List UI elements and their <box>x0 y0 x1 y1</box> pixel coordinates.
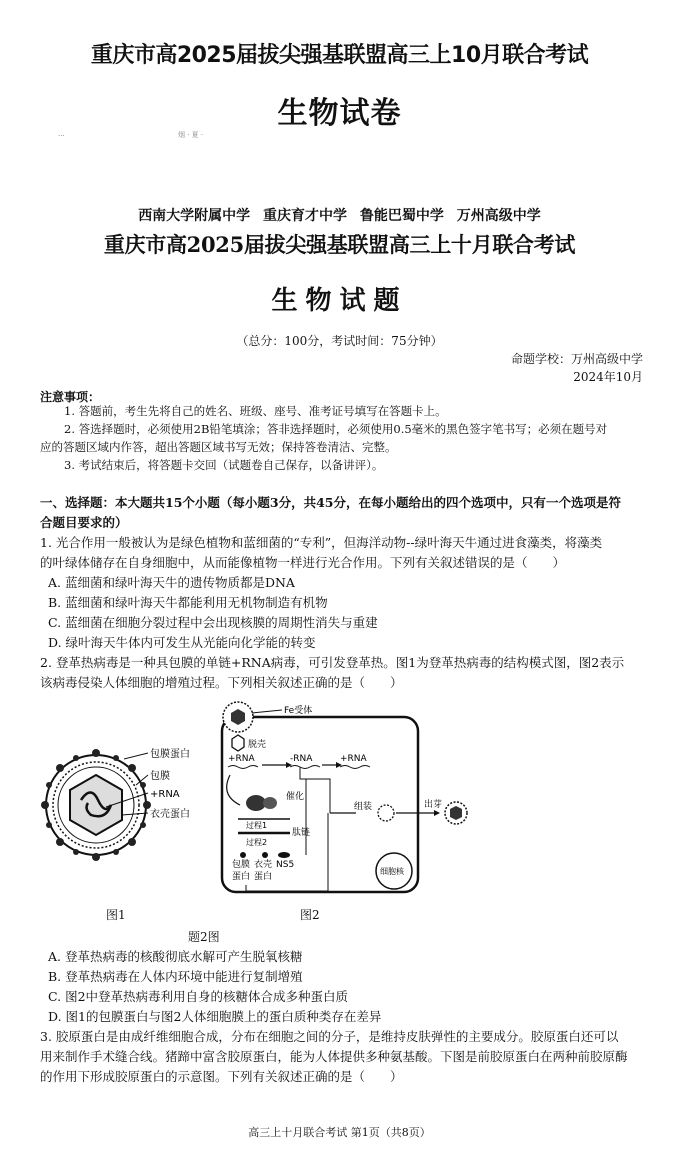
header-subtitle: 生物试卷 <box>277 96 402 131</box>
exam-date: 2024年10月 <box>573 370 643 384</box>
fig1-label-envelope: 包膜 <box>150 771 170 782</box>
notes-heading: 注意事项： <box>40 390 101 404</box>
fig1-label-rna: +RNA <box>150 789 180 800</box>
q1-stem: 1. 光合作用一般被认为是绿色植物和蓝细菌的“专利”，但海洋动物--绿叶海天牛通过进食藻类，将藻类 <box>40 535 603 550</box>
scan-smudge-right: 烟 · 夏 · <box>178 131 204 139</box>
fig2-label-capsid: 衣壳 <box>254 860 273 870</box>
q2-stem: 2. 登革热病毒是一种具包膜的单链+RNA病毒，可引发登革热。图1为登革热病毒的结构模式图，图2表示 <box>40 655 625 670</box>
q3-stem-cont: 用来制作手术缝合线。猪蹄中富含胶原蛋白，能为人体提供多种氨基酸。下图是前胶原蛋白在两种前胶原酶 <box>40 1049 628 1064</box>
q1-option-b: B. 蓝细菌和绿叶海天牛都能利用无机物制造有机物 <box>48 595 328 610</box>
fig2-label-assemble: 组装 <box>354 802 373 812</box>
fig2-caption: 图2 <box>300 908 320 922</box>
fig2-label-peptide: 肽链 <box>292 828 311 838</box>
fig2-label-nucleus: 细胞核 <box>380 867 404 876</box>
fig2-label-plus-rna-2: +RNA <box>340 754 367 764</box>
fig2-label-envelope: 包膜 <box>232 860 251 870</box>
q1-option-c: C. 蓝细菌在细胞分裂过程中会出现核膜的周期性消失与重建 <box>48 615 378 630</box>
fig2-label-protein-b: 蛋白 <box>254 872 273 882</box>
q3-stem-cont2: 的作用下形成胶原蛋白的示意图。下列有关叙述正确的是（ ） <box>40 1069 403 1084</box>
fig2-label-process1: 过程1 <box>246 821 268 830</box>
fig1-caption: 图1 <box>106 908 126 922</box>
q2-option-a: A. 登革热病毒的核酸彻底水解可产生脱氧核糖 <box>48 949 303 964</box>
fig2-label-plus-rna-1: +RNA <box>228 754 255 764</box>
fig1-label-envelope-protein: 包膜蛋白 <box>150 749 190 760</box>
scan-smudge-left: ... <box>58 130 65 138</box>
q3-stem: 3. 胶原蛋白是由成纤维细胞合成，分布在细胞之间的分子，是维持皮肤弹性的主要成分。胶原蛋白还可以 <box>40 1029 619 1044</box>
q1-option-a: A. 蓝细菌和绿叶海天牛的遗传物质都是DNA <box>48 575 295 590</box>
q1-stem-cont: 的叶绿体储存在自身细胞中，从而能像植物一样进行光合作用。下列有关叙述错误的是（ ） <box>40 555 566 570</box>
note-item: 2. 答选择题时，必须使用2B铅笔填涂；答非选择题时，必须使用0.5毫米的黑色签字笔书写；必须在题号对 <box>64 422 608 436</box>
uncoated-capsid <box>232 735 244 751</box>
header-title: 重庆市高2025届拔尖强基联盟高三上10月联合考试 <box>90 43 589 68</box>
fig1-label-capsid: 衣壳蛋白 <box>150 809 190 820</box>
note-item: 3. 考试结束后，将答题卡交回（试题卷自己保存，以备讲评）。 <box>64 458 384 472</box>
doc-title: 重庆市高2025届拔尖强基联盟高三上十月联合考试 <box>103 232 576 257</box>
score-info: （总分：100分，考试时间：75分钟） <box>236 334 443 348</box>
fig2-label-receptor: Fe受体 <box>284 706 313 716</box>
fig2-label-protein-a: 蛋白 <box>232 872 251 882</box>
note-item: 1. 答题前，考生先将自己的姓名、班级、座号、准考证号填写在答题卡上。 <box>64 404 447 418</box>
doc-subject: 生物试题 <box>271 286 408 316</box>
setter-school: 命题学校：万州高级中学 <box>510 352 643 366</box>
capsid-hexagon <box>70 775 122 835</box>
q2-option-b: B. 登革热病毒在人体内环境中能进行复制增殖 <box>48 969 303 984</box>
fig2-label-bud: 出芽 <box>424 800 443 810</box>
q2-stem-cont: 该病毒侵染人体细胞的增殖过程。下列相关叙述正确的是（ ） <box>40 675 403 690</box>
q2-option-c: C. 图2中登革热病毒利用自身的核糖体合成多种蛋白质 <box>48 989 349 1004</box>
fig2-label-minus-rna: -RNA <box>290 754 313 764</box>
page-footer: 高三上十月联合考试 第1页（共8页） <box>248 1126 431 1139</box>
school-list: 西南大学附属中学 重庆育才中学 鲁能巴蜀中学 万州高级中学 <box>138 208 541 224</box>
q2-option-d: D. 图1的包膜蛋白与图2人体细胞膜上的蛋白质种类存在差异 <box>48 1009 382 1024</box>
figure-caption: 题2图 <box>188 930 220 944</box>
fig2-label-ns5: NS5 <box>276 860 295 870</box>
figure2-infection-diagram <box>180 695 500 900</box>
section-heading: 一、选择题：本大题共15个小题（每小题3分，共45分，在每小题给出的四个选项中，只有一个选项是符 <box>40 495 621 510</box>
q1-option-d: D. 绿叶海天牛体内可发生从光能向化学能的转变 <box>48 635 316 650</box>
fig2-label-process2: 过程2 <box>246 838 268 847</box>
fig2-label-uncoat: 脱壳 <box>248 740 267 750</box>
note-item: 应的答题区域内作答，超出答题区域书写无效；保持答卷清洁、完整。 <box>40 440 397 454</box>
fig2-label-catalyze: 催化 <box>286 792 305 802</box>
section-heading-cont: 合题目要求的） <box>40 515 128 530</box>
